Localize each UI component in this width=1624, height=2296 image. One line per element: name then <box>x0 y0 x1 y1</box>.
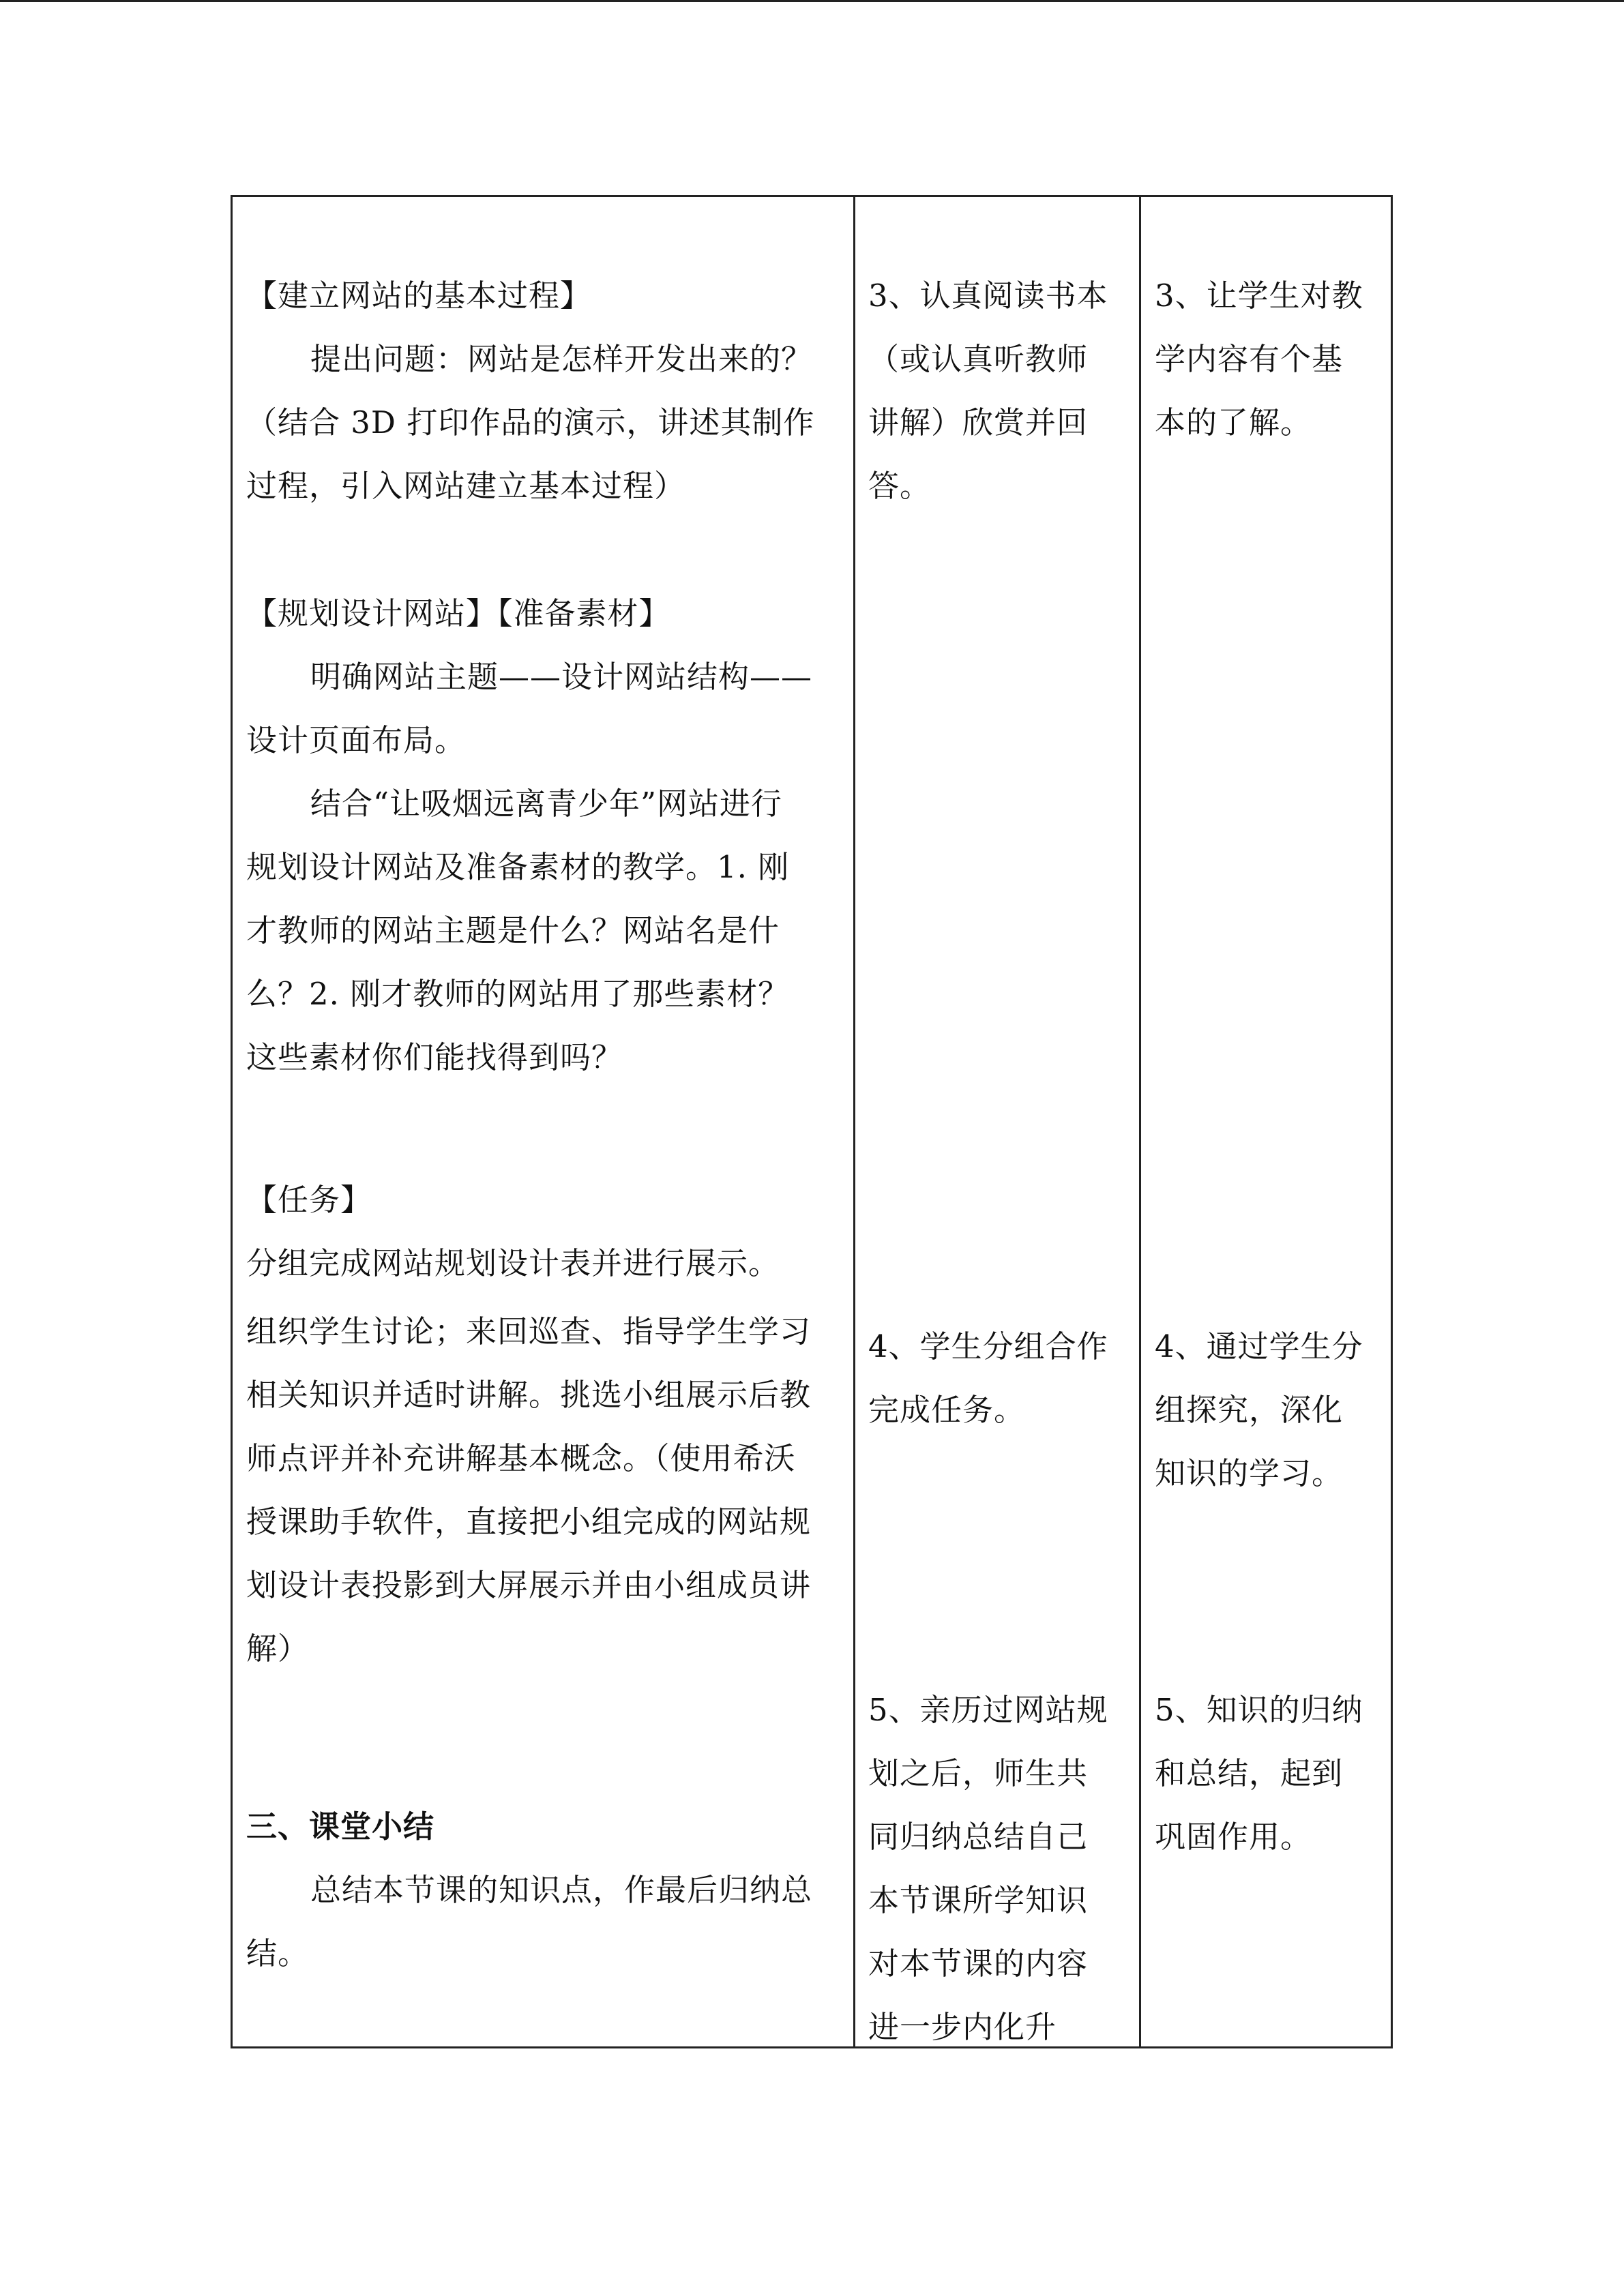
text-line: 这些素材你们能找得到吗？ <box>246 1039 623 1075</box>
text-line: 本节课所学知识 <box>868 1882 1089 1918</box>
text-line: 总结本节课的知识点，作最后归纳总 <box>310 1872 813 1908</box>
text-line: 师点评并补充讲解基本概念。（使用希沃 <box>246 1440 796 1476</box>
text-line: 才教师的网站主题是什么？网站名是什 <box>246 912 780 949</box>
section-heading-summary: 三、课堂小结 <box>246 1808 435 1845</box>
text-line: 3、认真阅读书本 <box>868 278 1108 314</box>
section-heading-plan-design: 【规划设计网站】【准备素材】 <box>246 595 670 631</box>
text-line: 和总结，起到 <box>1155 1755 1344 1791</box>
text-line: （或认真听教师 <box>868 341 1089 377</box>
text-line: 么？2. 刚才教师的网站用了那些素材？ <box>246 976 790 1012</box>
text-line: 提出问题：网站是怎样开发出来的？ <box>310 341 813 377</box>
text-line: 过程，引入网站建立基本过程） <box>246 468 686 504</box>
text-line: 答。 <box>868 468 932 504</box>
lesson-plan-table <box>231 195 1393 2048</box>
text-line: 5、亲历过网站规 <box>868 1692 1108 1728</box>
text-line: 组织学生讨论；来回巡查、指导学生学习 <box>246 1313 812 1350</box>
text-line: 划之后，师生共 <box>868 1755 1089 1791</box>
page-top-border <box>0 0 1624 2</box>
text-line: 明确网站主题——设计网站结构—— <box>310 659 813 695</box>
text-line: 3、让学生对教 <box>1155 278 1363 314</box>
text-line: 划设计表投影到大屏展示并由小组成员讲 <box>246 1567 812 1603</box>
text-line: 巩固作用。 <box>1155 1819 1312 1855</box>
text-line: 结合“让吸烟远离青少年”网站进行 <box>310 786 783 822</box>
text-line: 设计页面布局。 <box>246 722 467 758</box>
text-line: 授课助手软件，直接把小组完成的网站规 <box>246 1504 812 1540</box>
text-line: 相关知识并适时讲解。挑选小组展示后教 <box>246 1377 812 1413</box>
section-heading-build-process: 【建立网站的基本过程】 <box>246 278 592 314</box>
text-line: 规划设计网站及准备素材的教学。1. 刚 <box>246 849 790 885</box>
column-divider-1 <box>853 197 855 2046</box>
column-divider-2 <box>1139 197 1141 2046</box>
text-line: 学内容有个基 <box>1155 341 1344 377</box>
text-line: 知识的学习。 <box>1155 1455 1344 1491</box>
section-heading-task: 【任务】 <box>246 1182 372 1218</box>
text-line: 完成任务。 <box>868 1392 1026 1428</box>
text-line: 结。 <box>246 1935 310 1971</box>
text-line: 对本节课的内容 <box>868 1945 1089 1982</box>
text-line: 进一步内化升 <box>868 2009 1057 2045</box>
text-line: 组探究，深化 <box>1155 1392 1344 1428</box>
text-line: 同归纳总结自己 <box>868 1819 1089 1855</box>
text-line: 4、通过学生分 <box>1155 1328 1363 1365</box>
text-line: 本的了解。 <box>1155 404 1312 441</box>
text-line: 5、知识的归纳 <box>1155 1692 1363 1728</box>
text-line: 解） <box>246 1630 310 1667</box>
text-line: 分组完成网站规划设计表并进行展示。 <box>246 1245 780 1281</box>
text-line: 4、学生分组合作 <box>868 1328 1108 1365</box>
text-line: 讲解）欣赏并回 <box>868 404 1089 441</box>
text-line: （结合 3D 打印作品的演示，讲述其制作 <box>246 404 815 441</box>
